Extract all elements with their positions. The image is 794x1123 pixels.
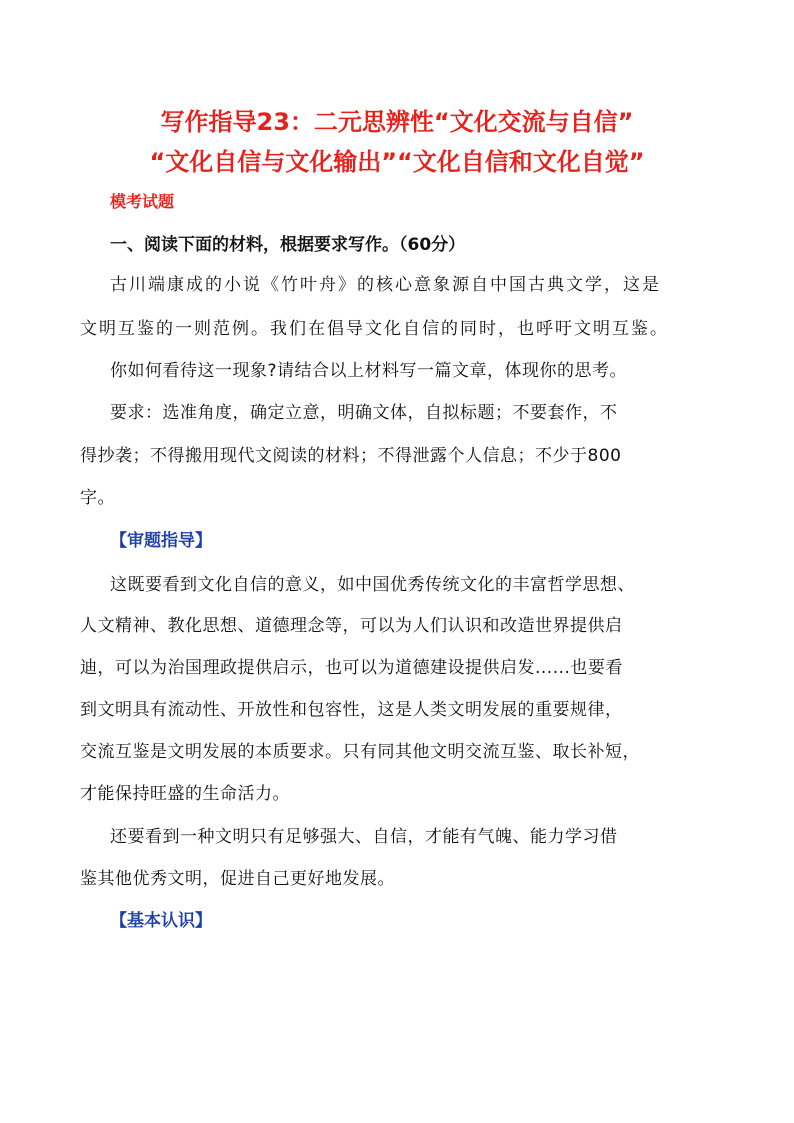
- subtitle: 模考试题: [110, 192, 175, 211]
- question-heading: 一、阅读下面的材料，根据要求写作。（60分）: [110, 235, 466, 255]
- prompt-line-4: 字。: [80, 488, 115, 508]
- guide-line-1: 这既要看到文化自信的意义，如中国优秀传统文化的丰富哲学思想、: [110, 575, 635, 595]
- section-heading-basic-understanding: 【基本认识】: [110, 911, 212, 931]
- guide-line-2: 人文精神、教化思想、道德理念等，可以为人们认识和改造世界提供启: [80, 616, 623, 636]
- guide-extra-line-1: 还要看到一种文明只有足够强大、自信，才能有气魄、能力学习借: [110, 827, 618, 847]
- guide-extra-line-2: 鉴其他优秀文明，促进自己更好地发展。: [80, 869, 395, 889]
- prompt-line-3: 得抄袭；不得搬用现代文阅读的材料；不得泄露个人信息；不少于800: [80, 446, 622, 466]
- guide-line-3: 迪，可以为治国理政提供启示，也可以为道德建设提供启发......也要看: [80, 658, 623, 678]
- guide-line-6: 才能保持旺盛的生命活力。: [80, 784, 290, 804]
- guide-line-4: 到文明具有流动性、开放性和包容性，这是人类文明发展的重要规律，: [80, 700, 623, 720]
- section-heading-review-guide: 【审题指导】: [110, 531, 212, 551]
- material-line-1: 古川端康成的小说《竹叶舟》的核心意象源自中国古典文学，这是: [110, 275, 661, 295]
- material-line-2: 文明互鉴的一则范例。我们在倡导文化自信的同时，也呼吁文明互鉴。: [80, 319, 669, 339]
- document-title-line-1: 写作指导23：二元思辨性“文化交流与自信”: [160, 108, 634, 136]
- prompt-line-1: 你如何看待这一现象?请结合以上材料写一篇文章，体现你的思考。: [110, 361, 628, 381]
- document-title-line-2: “文化自信与文化输出”“文化自信和文化自觉”: [149, 148, 645, 176]
- guide-line-5: 交流互鉴是文明发展的本质要求。只有同其他文明交流互鉴、取长补短，: [80, 742, 640, 762]
- prompt-line-2: 要求：选准角度，确定立意，明确文体，自拟标题；不要套作，不: [110, 403, 618, 423]
